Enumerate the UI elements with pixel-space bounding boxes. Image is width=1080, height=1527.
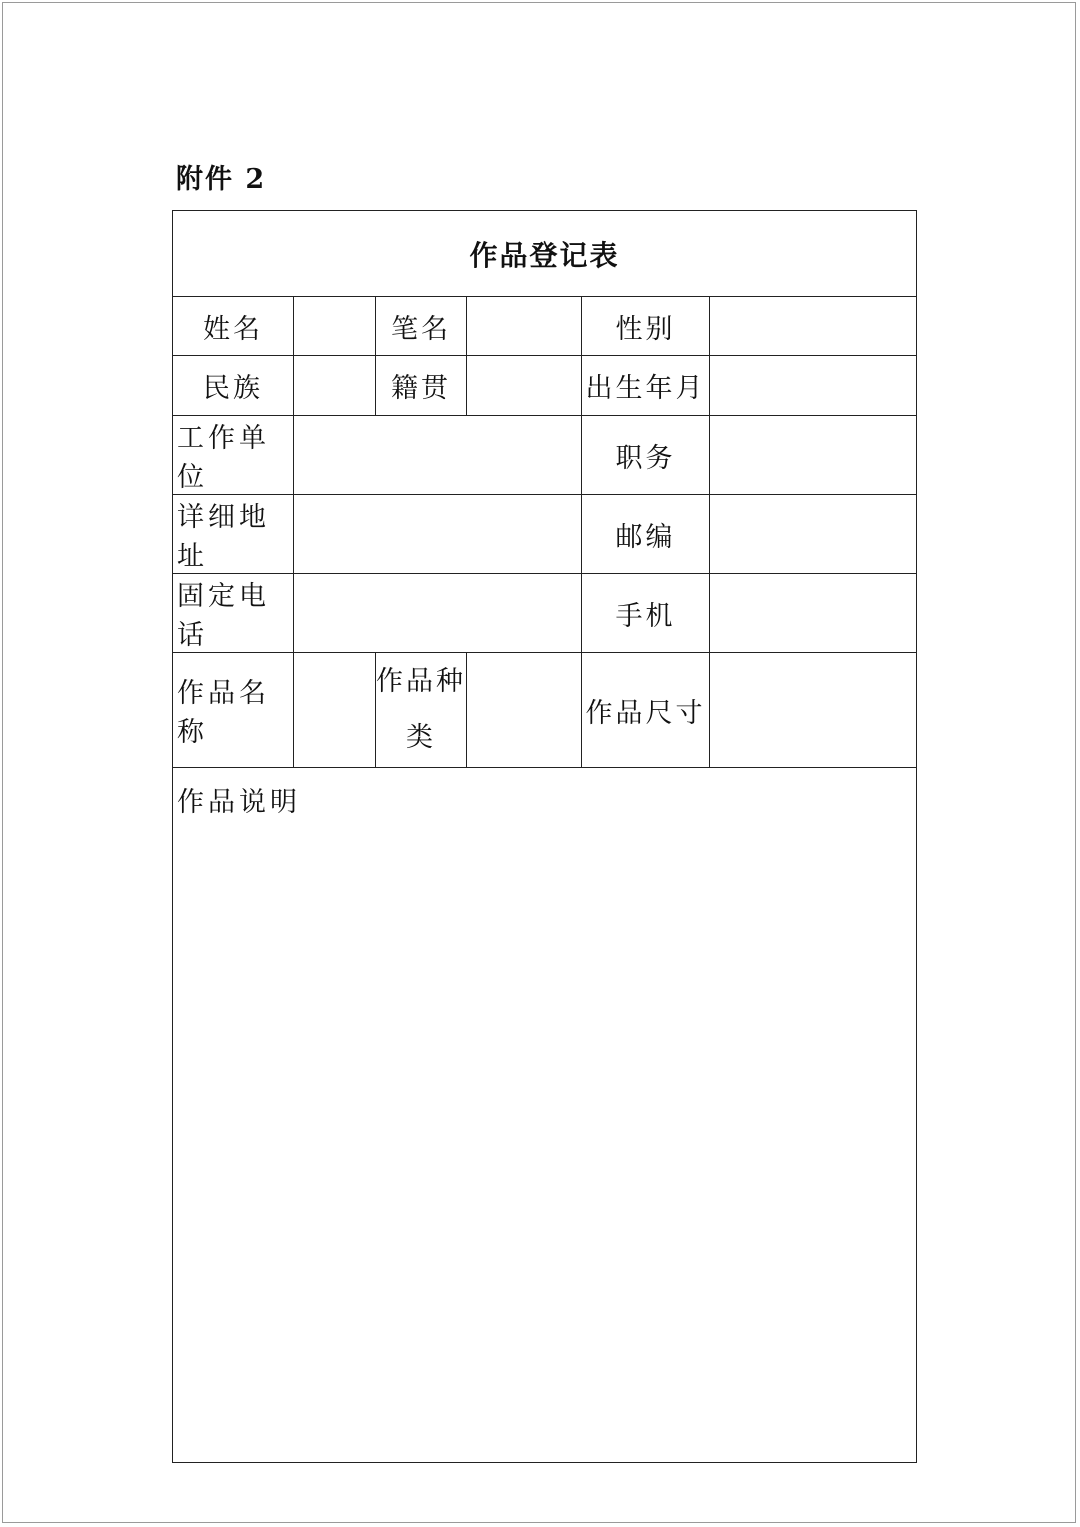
pen-name-field[interactable]	[467, 297, 582, 356]
postal-code-field[interactable]	[710, 495, 917, 574]
gender-label: 性别	[582, 297, 710, 356]
native-place-field[interactable]	[467, 356, 582, 416]
postal-code-label: 邮编	[582, 495, 710, 574]
position-field[interactable]	[710, 416, 917, 495]
registration-form-table	[172, 210, 917, 1463]
landline-field[interactable]	[294, 574, 582, 653]
name-label: 姓名	[173, 297, 294, 356]
work-description-area[interactable]	[173, 768, 917, 1463]
work-title-field[interactable]	[294, 653, 376, 768]
position-label: 职务	[582, 416, 710, 495]
work-size-field[interactable]	[710, 653, 917, 768]
work-category-label	[376, 653, 467, 768]
work-size-label: 作品尺寸	[582, 653, 710, 768]
mobile-label: 手机	[582, 574, 710, 653]
ethnicity-field[interactable]	[294, 356, 376, 416]
birth-date-label: 出生年月	[582, 356, 710, 416]
native-place-label: 籍贯	[376, 356, 467, 416]
address-field[interactable]	[294, 495, 582, 574]
form-title: 作品登记表	[173, 211, 917, 297]
ethnicity-label: 民族	[173, 356, 294, 416]
work-category-field[interactable]	[467, 653, 582, 768]
mobile-field[interactable]	[710, 574, 917, 653]
gender-field[interactable]	[710, 297, 917, 356]
work-category-label-line1: 作品种	[376, 666, 466, 697]
work-unit-field[interactable]	[294, 416, 582, 495]
name-field[interactable]	[294, 297, 376, 356]
work-title-label: 作品名称	[173, 653, 294, 768]
landline-label: 固定电话	[173, 574, 294, 653]
address-label: 详细地址	[173, 495, 294, 574]
work-category-label-line2: 类	[406, 722, 436, 753]
pen-name-label: 笔名	[376, 297, 467, 356]
birth-date-field[interactable]	[710, 356, 917, 416]
work-description-label: 作品说明	[177, 787, 301, 818]
work-unit-label: 工作单位	[173, 416, 294, 495]
attachment-label: 附件 2	[176, 164, 267, 195]
